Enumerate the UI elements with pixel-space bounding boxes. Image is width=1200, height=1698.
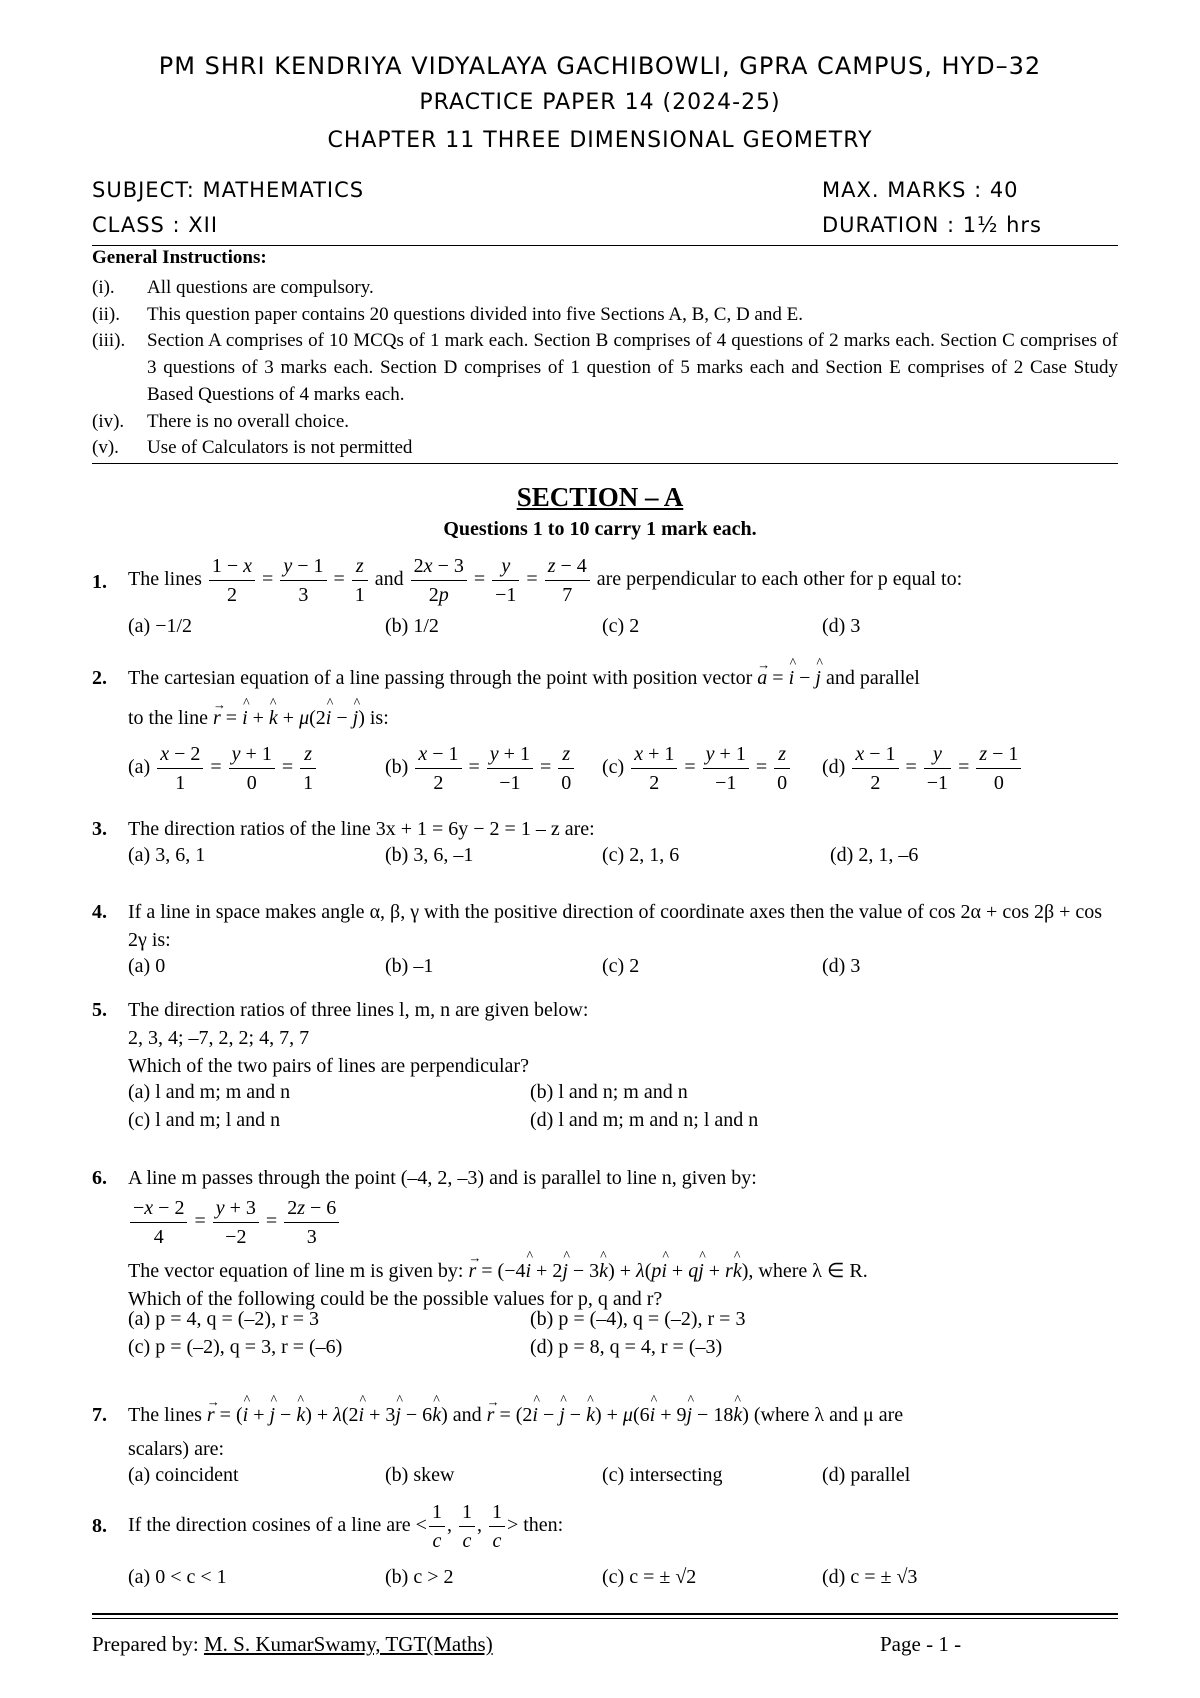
instructions-divider: [92, 463, 1118, 464]
q7-pre-text: The lines: [128, 1404, 202, 1426]
question-number: 2.: [92, 667, 107, 689]
q4-option-c: (c) 2: [602, 955, 640, 977]
question-number: 3.: [92, 818, 107, 840]
instruction-num: (ii).: [92, 304, 120, 325]
question-number: 7.: [92, 1404, 107, 1426]
footer-divider: [92, 1613, 1118, 1615]
q2-option-b: (b) $\frac{x - 1}{2}$ = $\frac{y + 1}{-1}$ = $\frac{z}{0}$: [385, 740, 576, 797]
q2-option-d: (d) $\frac{x - 1}{2}$ = $\frac{y}{-1}$ = $\frac{z - 1}{0}$: [822, 740, 1023, 797]
q2-text-1b: and parallel: [825, 667, 920, 689]
q1-pre-text: The lines: [128, 568, 202, 591]
q2-text-1: The cartesian equation of a line passing through the point with position vector: [128, 667, 753, 689]
q5-ask: Which of the two pairs of lines are perpendicular?: [128, 1055, 529, 1077]
question-8: 8. If the direction cosines of a line are < $\frac{1}{c}$ , $\frac{1}{c}$ , $\frac{1}{c}$ > then:: [92, 1498, 1118, 1555]
instruction-item: [92, 408, 1118, 435]
instruction-text: Section A comprises of 10 MCQs of 1 mark each. Section B comprises of 4 questions of 2 marks each. Section C comprises of 3 questions of 3 marks each. Section D comprises of 1 question of 5 marks each and Section E comprises of 2 Case Study Based Questions of 4 marks each.: [147, 330, 1118, 405]
option-label: (a): [128, 756, 151, 779]
duration-label: DURATION : 1½ hrs: [822, 213, 1042, 237]
q6-vec-pre: The vector equation of line m is given by:: [128, 1260, 464, 1282]
question-number: 6.: [92, 1167, 107, 1189]
q4-option-d: (d) 3: [822, 955, 861, 977]
option-label: (d): [822, 756, 846, 779]
q6-option-a: (a) p = 4, q = (–2), r = 3: [128, 1308, 320, 1330]
q5-option-b: (b) l and n; m and n: [530, 1081, 688, 1103]
instruction-num: (iv).: [92, 411, 125, 432]
q7-option-c: (c) intersecting: [602, 1464, 723, 1486]
fraction: $\frac{2x - 3}{2p}$: [411, 552, 467, 609]
q5-option-a: (a) l and m; m and n: [128, 1081, 291, 1103]
q6-option-d: (d) p = 8, q = 4, r = (–3): [530, 1336, 723, 1358]
fraction: $\frac{1 - x}{2}$: [209, 552, 255, 609]
q1-option-b: (b) 1/2: [385, 615, 439, 637]
q2-text-2: to the line: [128, 707, 208, 729]
q6-option-b: (b) p = (–4), q = (–2), r = 3: [530, 1308, 746, 1330]
q8-option-b: (b) c > 2: [385, 1566, 454, 1588]
q4-option-b: (b) –1: [385, 955, 434, 977]
instruction-item: [92, 327, 1118, 408]
fraction: $\frac{z}{1}$: [352, 552, 368, 609]
q3-option-b: (b) 3, 6, –1: [385, 844, 474, 866]
footer-prepared: [92, 1632, 493, 1657]
q8-pre-text: If the direction cosines of a line are: [128, 1514, 411, 1537]
q7-option-b: (b) skew: [385, 1464, 455, 1486]
q5-option-c: (c) l and m; l and n: [128, 1109, 281, 1131]
q7-option-d: (d) parallel: [822, 1464, 911, 1486]
q7-post-text: (where λ and μ are: [753, 1404, 904, 1426]
q6-line-n: $\frac{-x - 2}{4}$ = $\frac{y + 3}{-2}$ = $\frac{2z - 6}{3}$: [128, 1194, 1118, 1251]
q7-mid-text: and: [452, 1404, 482, 1426]
q1-option-d: (d) 3: [822, 615, 861, 637]
instruction-num: (i).: [92, 277, 115, 298]
chapter-title: CHAPTER 11 THREE DIMENSIONAL GEOMETRY: [327, 128, 873, 153]
prepared-by: M. S. KumarSwamy, TGT(Maths): [203, 1632, 493, 1656]
question-4: [92, 898, 1118, 954]
instruction-text: There is no overall choice.: [147, 411, 350, 432]
class-label: CLASS : XII: [92, 213, 219, 237]
q6-option-c: (c) p = (–2), q = 3, r = (–6): [128, 1336, 343, 1358]
subject-label: SUBJECT: MATHEMATICS: [92, 178, 365, 202]
question-number: 5.: [92, 999, 107, 1021]
header-divider: [92, 245, 1118, 246]
q1-option-a: (a) −1/2: [128, 615, 193, 637]
q3-option-c: (c) 2, 1, 6: [602, 844, 680, 866]
instruction-num: (v).: [92, 437, 119, 458]
q6-vec-post: , where λ ∈ R.: [748, 1260, 868, 1282]
prepared-label: Prepared by:: [92, 1632, 199, 1656]
q1-option-c: (c) 2: [602, 615, 640, 637]
q3-text: The direction ratios of the line 3x + 1 = 6y − 2 = 1 – z are:: [128, 818, 595, 840]
q8-post-text: then:: [523, 1514, 564, 1537]
q8-option-d: (d) c = ± √3: [822, 1566, 918, 1588]
q2-option-a: (a) $\frac{x - 2}{1}$ = $\frac{y + 1}{0}$ = $\frac{z}{1}$: [128, 740, 318, 797]
q2-text-2b: is:: [369, 707, 389, 729]
q7-cont: scalars) are:: [128, 1438, 225, 1460]
question-2: 2. The cartesian equation of a line passing through the point with position vector → a = ^ i − ^ j and parallel to the line → r = ^ i + ^ k + μ(2^ i − ^ j) is:: [92, 664, 1118, 732]
question-number: 1.: [92, 571, 107, 593]
question-5: [92, 996, 1118, 1080]
q5-option-d: (d) l and m; m and n; l and n: [530, 1109, 759, 1131]
instruction-text: All questions are compulsory.: [147, 277, 374, 298]
q3-option-a: (a) 3, 6, 1: [128, 844, 206, 866]
footer-divider-thin: [92, 1618, 1118, 1619]
q3-option-d: (d) 2, 1, –6: [830, 844, 919, 866]
q6-text: A line m passes through the point (–4, 2, –3) and is parallel to line n, given by:: [128, 1167, 757, 1189]
option-label: (b): [385, 756, 409, 779]
instruction-text: Use of Calculators is not permitted: [147, 437, 413, 458]
question-number: 8.: [92, 1515, 107, 1537]
paper-title: PRACTICE PAPER 14 (2024-25): [419, 90, 781, 115]
q6-ask: Which of the following could be the possible values for p, q and r?: [128, 1288, 663, 1310]
question-number: 4.: [92, 901, 107, 923]
fraction: $\frac{y - 1}{3}$: [280, 552, 326, 609]
instruction-item: [92, 301, 1118, 328]
option-label: (c): [602, 756, 625, 779]
question-3: [92, 815, 1118, 843]
question-7: 7. The lines → r = (^ i + ^ j − ^ k) + λ(2^ i + 3^ j − 6^ k) and → r = (2^ i − ^ j − ^ k) + μ(6^ i + 9^ j − 18^ k) (where λ and μ are scalars) are:: [92, 1401, 1118, 1463]
q8-option-a: (a) 0 < c < 1: [128, 1566, 227, 1588]
page-number: Page - 1 -: [880, 1632, 962, 1656]
section-title: SECTION – A: [516, 482, 684, 512]
q7-option-a: (a) coincident: [128, 1464, 239, 1486]
q1-mid-text: and: [374, 568, 404, 591]
instructions-title: General Instructions:: [92, 247, 267, 268]
school-name: PM SHRI KENDRIYA VIDYALAYA GACHIBOWLI, GPRA CAMPUS, HYD–32: [158, 52, 1042, 80]
q4-text: If a line in space makes angle α, β, γ with the positive direction of coordinate axes then the value of cos 2α + cos 2β + cos 2γ is:: [128, 901, 1103, 951]
question-6: 6. A line m passes through the point (–4, 2, –3) and is parallel to line n, given by: $\frac{-x - 2}{4}$ = $\frac{y + 3}{-2}$ = $\frac{2z - 6}{3}$ The vector equation of line m is given by: → r = (−4^ i + 2^ j − 3^ k) + λ(p^ i + q^ j + r^ k), where λ ∈ R. Which of the following could be the possible values for p, q and r?: [92, 1164, 1118, 1313]
section-subtitle: Questions 1 to 10 carry 1 mark each.: [443, 518, 757, 540]
q2-option-c: (c) $\frac{x + 1}{2}$ = $\frac{y + 1}{-1}$ = $\frac{z}{0}$: [602, 740, 792, 797]
fraction: $\frac{z - 4}{7}$: [545, 552, 590, 609]
question-1: 1. The lines $\frac{1 - x}{2}$ = $\frac{y - 1}{3}$ = $\frac{z}{1}$ and $\frac{2x - 3}{2p}$ = $\frac{y}{-1}$ = $\frac{z - 4}{7}$ are perpendicular to each other for p equal to:: [92, 552, 1118, 609]
q1-post-text: are perpendicular to each other for p equal to:: [596, 568, 963, 591]
fraction: $\frac{y}{-1}$: [492, 552, 519, 609]
q5-text: The direction ratios of three lines l, m, n are given below:: [128, 999, 589, 1021]
instruction-text: This question paper contains 20 questions divided into five Sections A, B, C, D and E.: [147, 304, 803, 325]
instruction-num: (iii).: [92, 330, 126, 351]
q8-option-c: (c) c = ± √2: [602, 1566, 697, 1588]
q4-option-a: (a) 0: [128, 955, 166, 977]
q5-ratios: 2, 3, 4; –7, 2, 2; 4, 7, 7: [128, 1027, 310, 1049]
max-marks: MAX. MARKS : 40: [822, 178, 1019, 202]
instruction-item: [92, 274, 1118, 301]
instruction-item: [92, 434, 1118, 461]
